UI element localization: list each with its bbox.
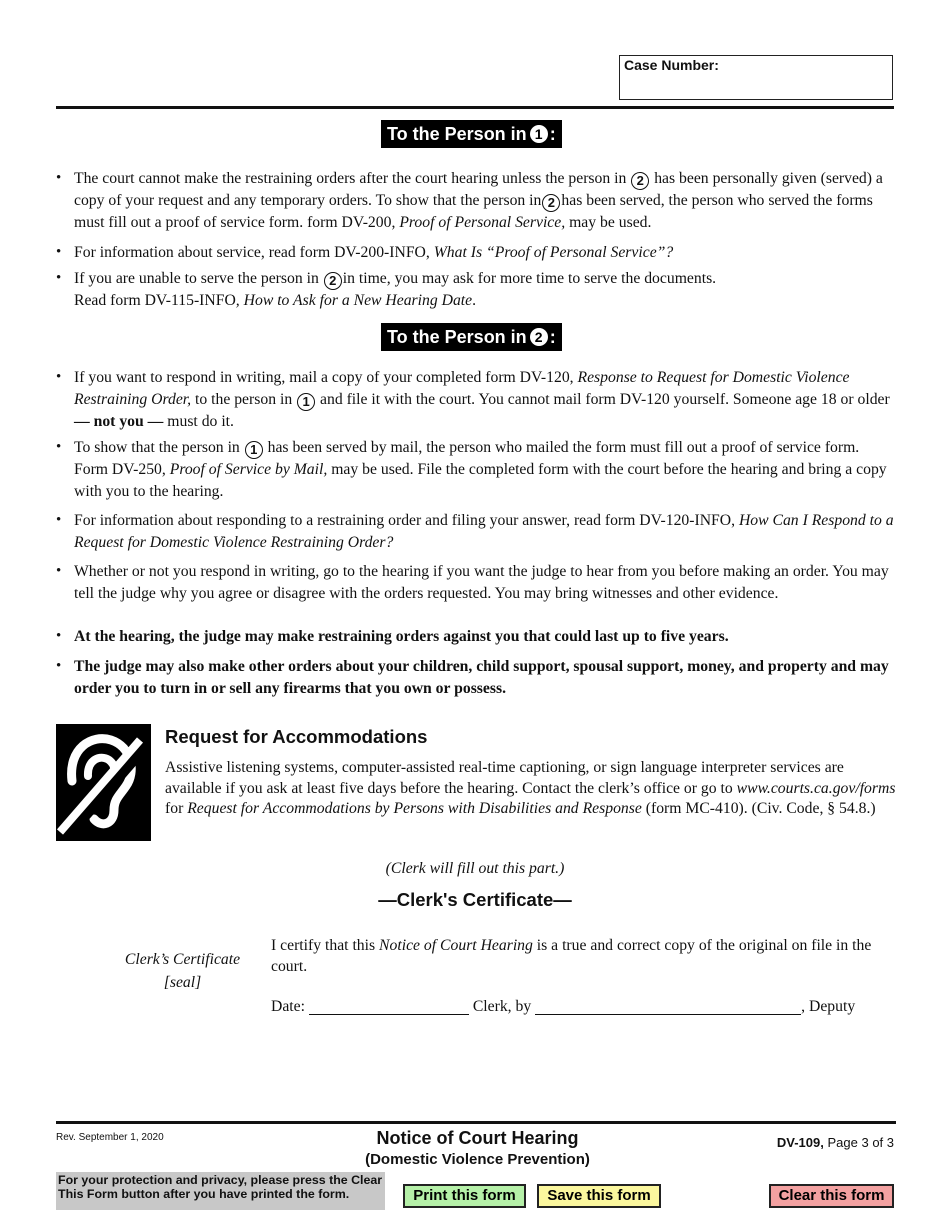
section-header-person-1: To the Person in 1 : bbox=[381, 120, 562, 148]
clerk-date-row: Date: Clerk, by , Deputy bbox=[271, 998, 856, 1015]
save-form-button[interactable]: Save this form bbox=[537, 1184, 661, 1208]
case-number-label: Case Number: bbox=[624, 57, 719, 73]
revision-date: Rev. September 1, 2020 bbox=[56, 1132, 164, 1143]
clerk-name-field[interactable] bbox=[535, 996, 801, 1015]
list-item: • If you are unable to serve the person in 2 in time, you may ask for more time to serve the documents. Read form DV-115-INFO, How to Ask for a New Hearing Date. bbox=[56, 270, 717, 309]
print-form-button[interactable]: Print this form bbox=[403, 1184, 526, 1208]
clerk-note: (Clerk will fill out this part.) bbox=[385, 860, 565, 877]
person-1-circle: 1 bbox=[530, 125, 548, 143]
privacy-notice: For your protection and privacy, please press the Clear This Form button after you have printed the form. bbox=[56, 1172, 385, 1210]
list-item: • Whether or not you respond in writing, go to the hearing if you want the judge to hear from you before making an order. You may tell the judge why you agree or disagree with the orders requested. You may bring witnesses and other evidence. bbox=[56, 563, 889, 602]
date-field[interactable] bbox=[309, 996, 469, 1015]
list-item: • For information about service, read form DV-200-INFO, What Is “Proof of Personal Service”? bbox=[56, 244, 674, 261]
clear-form-button[interactable]: Clear this form bbox=[769, 1184, 894, 1208]
section-header-person-2: To the Person in 2 : bbox=[381, 323, 562, 351]
list-item: • The judge may also make other orders about your children, child support, spousal support, money, and property and may order you to turn in or sell any firearms that you own or possess. bbox=[56, 658, 889, 697]
form-title: Notice of Court Hearing bbox=[376, 1128, 579, 1148]
list-item: • For information about responding to a restraining order and filing your answer, read form DV-120-INFO, How Can I Respond to a Request for Domestic Violence Restraining Order? bbox=[56, 512, 894, 551]
list-item: • To show that the person in 1 has been served by mail, the person who mailed the form must fill out a proof of service form. Form DV-250, Proof of Service by Mail, may be used. File the completed form with the court before the hearing and bring a copy with you to the hearing. bbox=[56, 439, 887, 500]
clerk-seal-area: Clerk’s Certificate [seal] bbox=[124, 951, 241, 991]
clerk-certificate-title: —Clerk's Certificate— bbox=[378, 889, 572, 910]
bottom-divider bbox=[56, 1121, 896, 1124]
list-item: • At the hearing, the judge may make restraining orders against you that could last up to five years. bbox=[56, 628, 729, 645]
person-2-circle: 2 bbox=[530, 328, 548, 346]
accommodations-title: Request for Accommodations bbox=[165, 726, 428, 747]
list-item: • The court cannot make the restraining orders after the court hearing unless the person in 2 has been personally given (served) a copy of your request and any temporary orders. To show that the person in 2 has been served, the person who served the forms must fill out a proof of service form. form DV-200, Proof of Personal Service, may be used. bbox=[56, 170, 883, 231]
form-page-id: DV-109, Page 3 of 3 bbox=[776, 1135, 894, 1150]
case-number-box[interactable] bbox=[619, 55, 893, 100]
form-subtitle: (Domestic Violence Prevention) bbox=[365, 1151, 590, 1168]
certify-text: I certify that this Notice of Court Hearing is a true and correct copy of the original on file in the court. bbox=[271, 937, 872, 975]
list-item: • If you want to respond in writing, mail a copy of your completed form DV-120, Response to Request for Domestic Violence Restraining Order, to the person in 1 and file it with the court. You cannot mail form DV-120 yourself. Someone age 18 or older — not you — must do it. bbox=[56, 369, 890, 430]
accommodations-text: Assistive listening systems, computer-assisted real-time captioning, or sign language interpreter services are available if you ask at least five days before the hearing. Contact the clerk’s office or go to www.courts.ca.gov/forms for Request for Accommodations by Persons with Disabilities and Response (form MC-410). (Civ. Code, § 54.8.) bbox=[165, 759, 896, 817]
top-divider bbox=[56, 106, 894, 109]
ear-hearing-assistance-icon bbox=[56, 724, 151, 841]
courts-forms-link: www.courts.ca.gov/forms bbox=[736, 779, 896, 797]
